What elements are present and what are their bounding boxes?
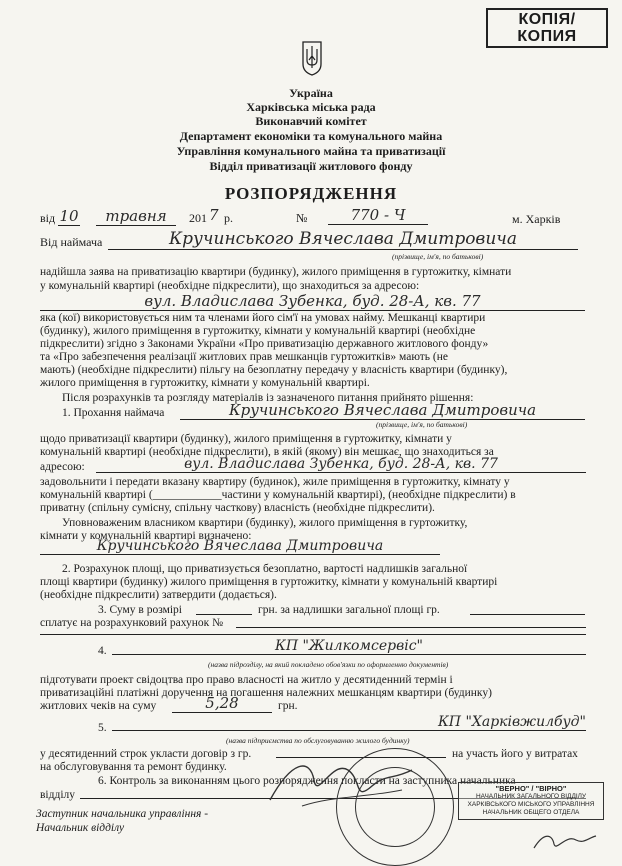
item-1-name-hint: (прізвище, ім'я, по батькові) [376,420,468,429]
item-5-line-2: на обслуговування та ремонт будинку. [40,761,227,773]
item-3-extra-line [40,633,586,635]
paragraph-2-line-2: (будинку), жилого приміщення в гуртожитку, кімнати у комунальній квартирі (необхідне [40,325,476,337]
item-3-account-label: сплатує на розрахунковий рахунок № [40,617,224,629]
item-3-amount-blank [196,610,252,615]
item-4-organization: КП "Жилкомсервіс" [112,638,586,655]
order-number-label: № [296,211,308,225]
item-4-sum: 5,28 [172,694,272,713]
item-1-label: 1. Прохання наймача [62,407,165,419]
item-4-line-1: підготувати проект свідоцтва про право власності на житло у десятиденний термін і [40,674,453,686]
item-5-line-1-a: у десятиденний строк укласти договір з гр. [40,748,252,760]
document-title: РОЗПОРЯДЖЕННЯ [224,184,398,203]
item-5-hint: (назва підприємства по обслуговуванню жилого будинку) [226,736,410,745]
item-1-line-1: щодо приватизації квартири (будинку), жилого приміщення в гуртожитку, кімнати у [40,433,452,445]
certified-stamp-line-2: НАЧАЛЬНИК ЗАГАЛЬНОГО ВІДДІЛУ [475,793,587,800]
order-number: 770 - Ч [328,206,428,225]
round-seal [336,748,454,866]
signature-title-line-2: Начальник відділу [36,822,125,834]
decision-intro: Після розрахунків та розгляду матеріалів із зазначеного питання прийнято рішення: [62,392,474,404]
item-4-hint: (назва підрозділу, на який покладено обов'язки по оформленню документів) [208,660,449,669]
paragraph-2-line-6: жилого приміщення в гуртожитку, кімнати у комунальній квартирі. [40,377,370,389]
item-3-citizen-blank [470,610,585,615]
item-4-line-2: приватизаційні платіжні доручення на погашення належних мешканцям квартири (будинку) [40,687,492,699]
item-3-surplus-label: грн. за надлишки загальної площі гр. [258,604,440,616]
item-4-sum-label: житлових чеків на суму [40,700,157,712]
paragraph-2-line-1: яка (кої) використовується ним та членами його сім'ї на умовах найму. Мешканці квартири [40,312,486,324]
header-executive: Виконавчий комітет [255,114,367,128]
trident-emblem-icon [301,40,323,76]
item-1-line-2: комунальній квартирі (необхідне підкреслити), в якій (якому) він мешкає, що знаходиться за [40,446,494,458]
tenant-name-hint: (прізвище, ім'я, по батькові) [392,252,484,261]
header-country: Україна [289,86,333,100]
paragraph-1-line-2: у комунальній квартирі (необхідне підкреслити), що знаходиться за адресою: [40,280,420,292]
item-1-address-prefix: адресою: [40,461,85,473]
copy-stamp [486,8,608,48]
item-3-account-blank [236,623,586,628]
copy-stamp-line-1: КОПІЯ/ [518,11,576,28]
item-1-line-4: задовольнити і передати вказану квартиру (будинок), жиле приміщення в гуртожитку, кімнату у [40,476,510,488]
copy-stamp-line-2: КОПИЯ [517,28,577,45]
apartment-address: вул. Владислава Зубенка, буд. 28-А, кв. 77 [40,292,585,311]
paragraph-2-line-4: та «Про забезпечення реалізації житлових прав мешканців гуртожитків» мають (не [40,351,448,363]
item-5-line-1-b: на участь його у витратах [452,748,578,760]
certified-stamp-line-4: НАЧАЛЬНИК ОБЩЕГО ОТДЕЛА [482,809,580,816]
item-1-line-6: приватну (спільну сумісну, спільну часткову) власність (необхідне підкреслити). [40,502,435,514]
item-6-line-2: відділу [40,789,76,801]
item-6-line-1: 6. Контроль за виконанням цього розпорядження покласти на заступника начальника [98,775,516,787]
authorized-owner: Кручинського Вячеслава Дмитровича [40,538,440,555]
item-2-line-2: площі квартири (будинку) жилого приміщення в гуртожитку, кімнати у комунальній квартирі [40,576,498,588]
city: м. Харків [512,212,561,226]
certified-copy-stamp [458,782,604,820]
item-1-address: вул. Владислава Зубенка, буд. 28-А, кв. 77 [96,456,586,473]
header-council: Харківська міська рада [246,100,376,114]
paragraph-2-line-5: мають) (необхідне підкреслити) пільгу на безоплатну передачу у власність квартири (будинку), [40,364,508,376]
item-5-label: 5. [98,722,107,734]
round-seal-inner-ring [355,767,435,847]
header-department: Департамент економіки та комунального майна [179,129,443,143]
date-year-unit: р. [224,211,233,225]
item-4-currency: грн. [278,700,298,712]
header-division: Відділ приватизації житлового фонду [209,159,413,173]
date-prefix: від [40,211,56,225]
tenant-name: Кручинського Вячеслава Дмитровича [108,229,578,250]
item-4-label: 4. [98,645,107,657]
date-year-suffix: 7 [209,206,219,224]
from-label: Від наймача [40,235,103,249]
item-5-organization: КП "Харківжилбуд" [112,714,586,731]
paragraph-1-line-1: надійшла заява на приватизацію квартири (будинку), жилого приміщення в гуртожитку, кімнати [40,266,512,278]
item-2-line-3: (необхідне підкреслити) затвердити (додається). [40,589,277,601]
item-1-tenant-name: Кручинського Вячеслава Дмитровича [180,401,585,420]
date-year-prefix: 201 [189,211,207,225]
signature-title-line-1: Заступник начальника управління - [36,808,209,820]
header-directorate: Управління комунального майна та приватизації [176,144,446,158]
certified-stamp-line-3: ХАРКІВСЬКОГО МІСЬКОГО УПРАВЛІННЯ [467,801,595,808]
item-3-amount-label: 3. Суму в розмірі [98,604,182,616]
certifier-signature [530,826,600,856]
date-day: 10 [59,207,79,225]
paragraph-2-line-3: підкреслити) згідно з Законами України «Про приватизацію державного житлового фонду» [40,338,489,350]
item-2-line-1: 2. Розрахунок площі, що приватизується безоплатно, вартості надлишків загальної [62,563,468,575]
certified-stamp-line-1: "ВЕРНО" / "ВІРНО" [495,784,567,793]
item-1-line-5: комунальній квартирі (____________частини у комунальній квартирі), (необхідне підкреслити) в [40,489,516,501]
item-1-line-7: Уповноваженим власником квартири (будинку), жилого приміщення в гуртожитку, [62,517,468,529]
item-1-line-8: кімнати у комунальній квартирі визначено: [40,530,252,542]
date-month: травня [96,207,176,226]
